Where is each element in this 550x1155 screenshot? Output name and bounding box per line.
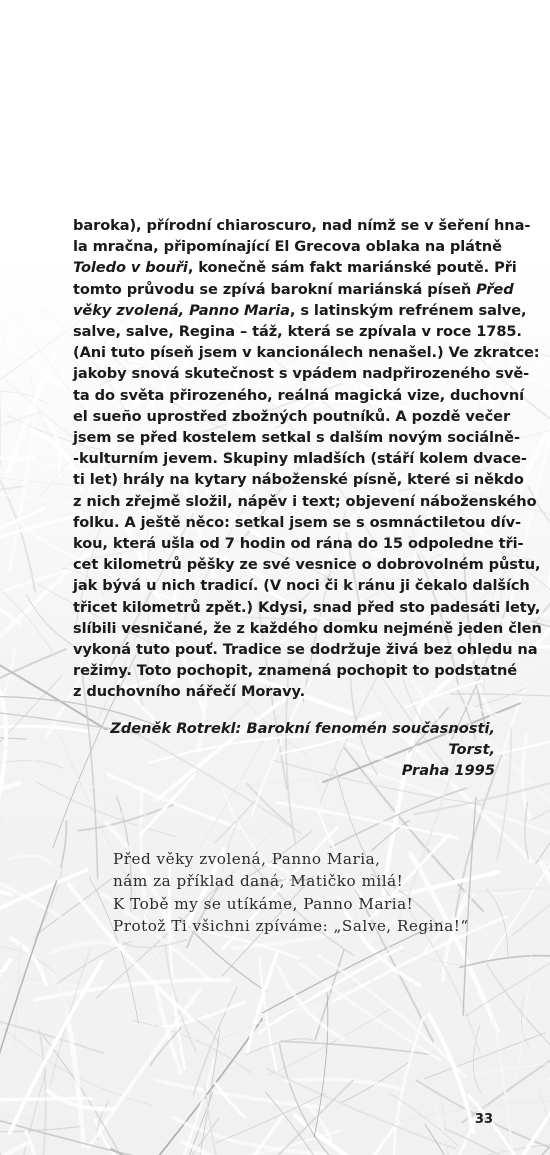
verse-line: nám za příklad daná, Matičko milá!: [113, 872, 404, 891]
verse-line: Protož Ti všichni zpíváme: „Salve, Regina!“: [113, 916, 469, 935]
text-line: baroka), přírodní chiaroscuro, nad nímž se v šeření hna-: [73, 217, 531, 234]
text-fragment: tomto průvodu se zpívá barokní mariánská píseň: [73, 280, 477, 298]
text-line: z nich zřejmě složil, nápěv i text; objevení náboženského: [73, 492, 537, 510]
song-title-end: věky zvolená, Panno Maria: [73, 301, 290, 319]
text-line: režimy. Toto pochopit, znamená pochopit to podstatné: [73, 662, 518, 680]
text-line: [73, 300, 527, 321]
text-line: [73, 257, 517, 278]
text-line: jsem se před kostelem setkal s dalším novým sociálně-: [73, 429, 520, 447]
text-line: el sueño uprostřed zbožných poutníků. A pozdě večer: [73, 407, 511, 425]
text-line: ti let) hrály na kytary náboženské písně, které si někdo: [73, 471, 524, 489]
text-line: vykoná tuto pouť. Tradice se dodržuje živá bez ohledu na: [73, 641, 538, 659]
text-line: jakoby snová skutečnost s vpádem nadpřirozeného svě-: [73, 365, 530, 383]
text-fragment: , konečně sám fakt mariánské poutě. Při: [187, 259, 517, 277]
painting-title: Toledo v bouři: [73, 259, 188, 277]
hymn-verse: [113, 848, 533, 937]
citation-line: Zdeněk Rotrekl: Barokní fenomén současnosti, Torst,: [110, 720, 495, 759]
text-line: ta do světa přirozeného, reálná magická vize, duchovní: [73, 386, 525, 404]
text-line: slíbili vesničané, že z každého domku nejméně jeden člen: [73, 619, 542, 637]
song-title-start: Před: [476, 280, 514, 298]
text-line: -kulturním jevem. Skupiny mladších (stáří kolem dvace-: [73, 450, 527, 468]
source-citation: [73, 718, 495, 782]
text-line: [73, 279, 514, 300]
text-line: kou, která ušla od 7 hodin od rána do 15 odpoledne tři-: [73, 535, 524, 553]
text-line: (Ani tuto píseň jsem v kancionálech nenašel.) Ve zkratce:: [73, 344, 540, 362]
text-fragment: , s latinským refrénem salve,: [289, 301, 527, 319]
verse-line: K Tobě my se utíkáme, Panno Maria!: [113, 894, 414, 913]
page-number: 33: [474, 1112, 493, 1127]
essay-paragraph: [73, 215, 542, 703]
citation-line: Praha 1995: [401, 762, 495, 780]
text-line: třicet kilometrů zpět.) Kdysi, snad před sto padesáti lety,: [73, 598, 541, 616]
text-line: salve, salve, Regina – táž, která se zpívala v roce 1785.: [73, 323, 522, 341]
verse-line: Před věky zvolená, Panno Maria,: [113, 850, 381, 868]
text-line: cet kilometrů pěšky ze své vesnice o dobrovolném půstu,: [73, 556, 541, 574]
text-line: z duchovního nářečí Moravy.: [73, 683, 306, 701]
text-line: jak bývá u nich tradicí. (V noci či k ránu ji čekalo dalších: [73, 577, 530, 595]
text-line: la mračna, připomínající El Grecova oblaka na plátně: [73, 238, 502, 256]
text-line: folku. A ještě něco: setkal jsem se s osmnáctiletou dív-: [73, 513, 521, 531]
